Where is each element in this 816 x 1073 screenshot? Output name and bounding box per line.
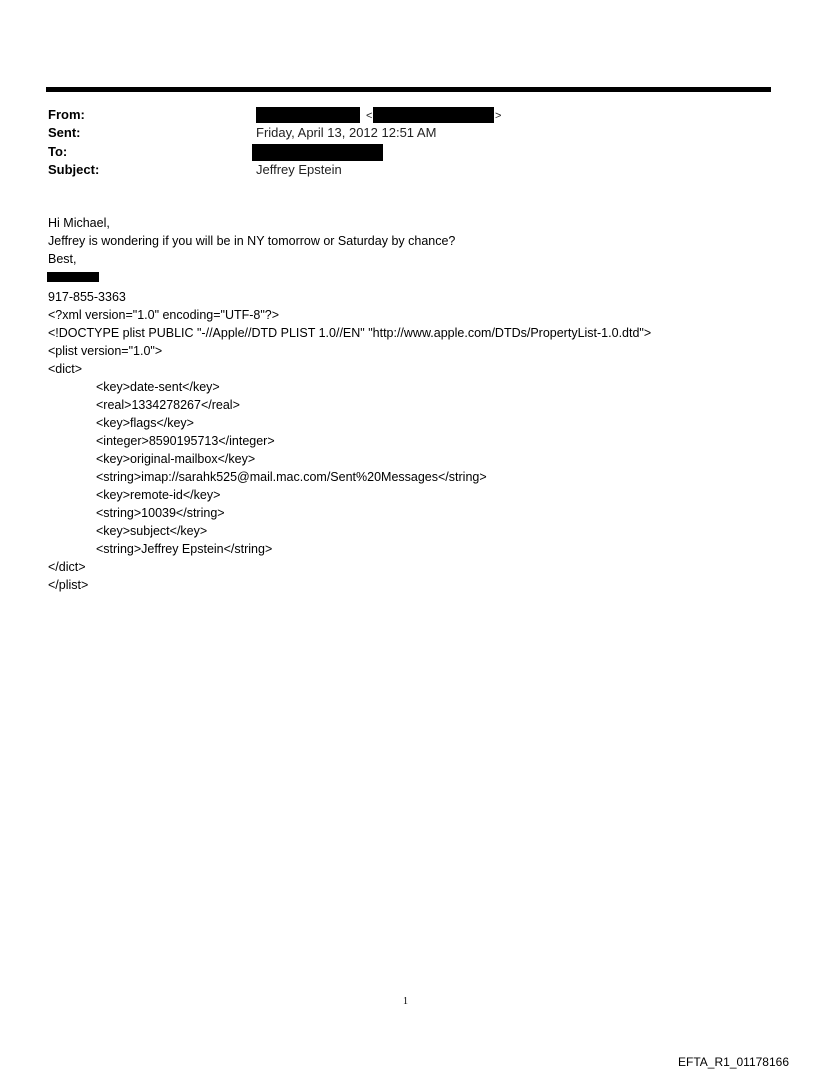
- sent-value: Friday, April 13, 2012 12:51 AM: [256, 125, 437, 140]
- subject-label: Subject:: [48, 162, 100, 177]
- from-email-redaction: [373, 107, 494, 123]
- signature-redaction: [47, 272, 99, 282]
- body-line: Hi Michael,: [48, 216, 110, 230]
- dict-line: <key>flags</key>: [96, 416, 194, 430]
- dict-line: <real>1334278267</real>: [96, 398, 240, 412]
- subject-value: Jeffrey Epstein: [256, 162, 342, 177]
- dict-line: <key>original-mailbox</key>: [96, 452, 256, 466]
- dict-line: <key>date-sent</key>: [96, 380, 220, 394]
- xml-declaration: <?xml version="1.0" encoding="UTF-8"?>: [48, 308, 280, 322]
- phone-number: 917-855-3363: [48, 290, 126, 304]
- sent-label: Sent:: [48, 125, 81, 140]
- dict-close: </dict>: [48, 560, 86, 574]
- from-open-bracket: <: [366, 110, 373, 122]
- to-redaction: [252, 144, 383, 161]
- header-rule: [46, 87, 771, 92]
- page-number: 1: [403, 996, 408, 1007]
- dict-line: <integer>8590195713</integer>: [96, 434, 275, 448]
- from-close-bracket: >: [495, 110, 502, 122]
- from-label: From:: [48, 107, 85, 122]
- document-id: EFTA_R1_01178166: [678, 1055, 789, 1069]
- body-line: Best,: [48, 252, 77, 266]
- dict-line: <string>10039</string>: [96, 506, 225, 520]
- body-line: Jeffrey is wondering if you will be in NY tomorrow or Saturday by chance?: [48, 234, 456, 248]
- to-label: To:: [48, 144, 68, 159]
- dict-line: <string>imap://sarahk525@mail.mac.com/Sent%20Messages</string>: [96, 470, 487, 484]
- doctype-line: <!DOCTYPE plist PUBLIC "-//Apple//DTD PLIST 1.0//EN" "http://www.apple.com/DTDs/PropertyList-1.0.dtd">: [48, 326, 652, 340]
- dict-open: <dict>: [48, 362, 83, 376]
- dict-line: <key>remote-id</key>: [96, 488, 221, 502]
- from-name-redaction: [256, 107, 360, 123]
- dict-line: <key>subject</key>: [96, 524, 208, 538]
- plist-open: <plist version="1.0">: [48, 344, 163, 358]
- dict-line: <string>Jeffrey Epstein</string>: [96, 542, 273, 556]
- plist-close: </plist>: [48, 578, 89, 592]
